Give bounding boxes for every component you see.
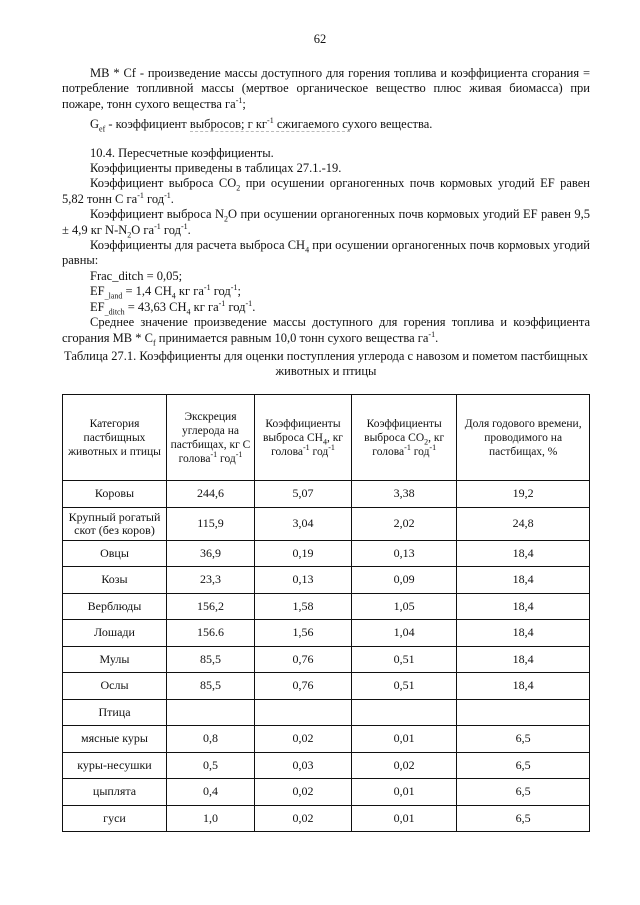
cell-carbon-excretion: 156,2 <box>166 593 254 620</box>
cell-category: Лошади <box>63 620 167 647</box>
cell-category: Птица <box>63 699 167 726</box>
cell-pasture-time-share: 18,4 <box>457 646 590 673</box>
cell-ch4-coefficient: 0,02 <box>254 726 351 753</box>
cell-ch4-coefficient: 1,56 <box>254 620 351 647</box>
table-row <box>63 567 590 594</box>
cell-pasture-time-share: 6,5 <box>457 752 590 779</box>
cell-carbon-excretion <box>166 699 254 726</box>
cell-ch4-coefficient: 0,02 <box>254 805 351 832</box>
cell-co2-coefficient: 1,04 <box>352 620 457 647</box>
paragraph-emission-factor: $G_{ef}$ - коэффициент выбросов; г $кг^{-1}$ сжигаемого сухого вещества. <box>90 116 433 134</box>
table-row <box>63 726 590 753</box>
page-number: 62 <box>313 32 327 46</box>
cell-category: Коровы <box>63 481 167 508</box>
table-row <box>63 540 590 567</box>
cell-category: куры-несушки <box>63 752 167 779</box>
cell-pasture-time-share <box>457 699 590 726</box>
cell-pasture-time-share: 24,8 <box>457 507 590 540</box>
cell-ch4-coefficient: 1,58 <box>254 593 351 620</box>
paragraph-fuel-mass: MB * Cf - произведение массы доступного для горения топлива и коэффициента сгорания = потребление топливной массы (мертвое органическое вещество плюс живая биомасса) при пожаре, тонн сухого вещества $га^{-1}$; <box>62 66 590 111</box>
cell-ch4-coefficient: 0,19 <box>254 540 351 567</box>
table-row <box>63 673 590 700</box>
table-body <box>63 481 590 832</box>
cell-co2-coefficient: 0,13 <box>352 540 457 567</box>
table-row <box>63 752 590 779</box>
cell-carbon-excretion: 0,4 <box>166 779 254 806</box>
cell-category: Крупный рогатый скот (без коров) <box>63 507 167 540</box>
cell-co2-coefficient: 0,51 <box>352 646 457 673</box>
cell-pasture-time-share: 18,4 <box>457 593 590 620</box>
table-row <box>63 620 590 647</box>
cell-category: Козы <box>63 567 167 594</box>
table-caption: Таблица 27.1. Коэффициенты для оценки поступления углерода с навозом и пометом пастбищных животных и птицы <box>64 349 588 378</box>
cell-category: Овцы <box>63 540 167 567</box>
cell-co2-coefficient: 0,01 <box>352 726 457 753</box>
cell-co2-coefficient: 1,05 <box>352 593 457 620</box>
cell-pasture-time-share: 18,4 <box>457 540 590 567</box>
header-pasture-time-share: Доля годового времени, проводимого на пастбищах, % <box>457 395 590 481</box>
cell-carbon-excretion: 36,9 <box>166 540 254 567</box>
cell-ch4-coefficient: 0,02 <box>254 779 351 806</box>
body-text <box>62 66 590 346</box>
cell-category: Ослы <box>63 673 167 700</box>
table-row <box>63 507 590 540</box>
cell-co2-coefficient: 0,51 <box>352 673 457 700</box>
cell-co2-coefficient: 0,01 <box>352 805 457 832</box>
formula-ef-ditch: $EF_{\_ditch} = 43,63$ $CH_4$ кг $га^{-1}$ год$^{-1}$. <box>90 298 256 317</box>
cell-pasture-time-share: 6,5 <box>457 726 590 753</box>
cell-category: Верблюды <box>63 593 167 620</box>
coefficients-table <box>62 394 590 832</box>
cell-pasture-time-share: 6,5 <box>457 779 590 806</box>
formula-frac-ditch: Frac_ditch = 0,05; <box>90 268 183 283</box>
cell-carbon-excretion: 85,5 <box>166 673 254 700</box>
paragraph-tables-reference: Коэффициенты приведены в таблицах 27.1.-19. <box>90 161 342 176</box>
cell-co2-coefficient: 0,09 <box>352 567 457 594</box>
cell-carbon-excretion: 115,9 <box>166 507 254 540</box>
header-category: Категория пастбищных животных и птицы <box>63 395 167 481</box>
cell-category: гуси <box>63 805 167 832</box>
cell-carbon-excretion: 1,0 <box>166 805 254 832</box>
cell-pasture-time-share: 18,4 <box>457 620 590 647</box>
cell-pasture-time-share: 18,4 <box>457 567 590 594</box>
paragraph-n2o-factor: Коэффициент выброса $N_2O$ при осушении органогенных почв кормовых угодий EF равен 9,5 ± 4,9 кг $N-N_2O$ $га^{-1}$ год$^{-1}$. <box>62 207 590 240</box>
cell-ch4-coefficient: 0,76 <box>254 673 351 700</box>
section-heading: 10.4. Пересчетные коэффициенты. <box>90 145 274 160</box>
cell-co2-coefficient <box>352 699 457 726</box>
formula-ef-land: $EF_{\_land} = 1,4$ $CH_4$ кг $га^{-1}$ год$^{-1}$; <box>90 283 241 301</box>
cell-pasture-time-share: 18,4 <box>457 673 590 700</box>
cell-carbon-excretion: 0,8 <box>166 726 254 753</box>
table-row <box>63 779 590 806</box>
cell-ch4-coefficient: 5,07 <box>254 481 351 508</box>
cell-ch4-coefficient: 0,03 <box>254 752 351 779</box>
cell-ch4-coefficient: 0,76 <box>254 646 351 673</box>
cell-category: цыплята <box>63 779 167 806</box>
scan-artifact-line <box>190 131 350 132</box>
cell-ch4-coefficient <box>254 699 351 726</box>
cell-pasture-time-share: 6,5 <box>457 805 590 832</box>
cell-carbon-excretion: 23,3 <box>166 567 254 594</box>
cell-ch4-coefficient: 3,04 <box>254 507 351 540</box>
cell-co2-coefficient: 3,38 <box>352 481 457 508</box>
cell-pasture-time-share: 19,2 <box>457 481 590 508</box>
cell-carbon-excretion: 244,6 <box>166 481 254 508</box>
cell-carbon-excretion: 0,5 <box>166 752 254 779</box>
cell-co2-coefficient: 0,02 <box>352 752 457 779</box>
paragraph-mean-value: Среднее значение произведение массы доступного для горения топлива и коэффициента сгорания MB * $C_f$ принимается равным 10,0 тонн сухого вещества $га^{-1}$. <box>62 315 590 347</box>
table-row <box>63 805 590 832</box>
table-row <box>63 699 590 726</box>
table-header-row <box>63 395 590 481</box>
cell-carbon-excretion: 156.6 <box>166 620 254 647</box>
table-row <box>63 646 590 673</box>
table-row <box>63 481 590 508</box>
cell-category: мясные куры <box>63 726 167 753</box>
cell-co2-coefficient: 2,02 <box>352 507 457 540</box>
cell-ch4-coefficient: 0,13 <box>254 567 351 594</box>
header-ch4-coefficient: Коэффициенты выброса $CH_4$, кг голова$^{-1}$ год$^{-1}$ <box>254 395 351 481</box>
cell-carbon-excretion: 85,5 <box>166 646 254 673</box>
cell-co2-coefficient: 0,01 <box>352 779 457 806</box>
header-carbon-excretion: Экскреция углерода на пастбищах, кг С голова$^{-1}$ год$^{-1}$ <box>166 395 254 481</box>
paragraph-ch4-factors: Коэффициенты для расчета выброса $CH_4$ при осушении органогенных почв кормовых угодий равны: <box>62 238 590 268</box>
paragraph-co2-factor: Коэффициент выброса $CO_2$ при осушении органогенных почв кормовых угодий EF равен 5,82 тонн С $га^{-1}$ год$^{-1}$. <box>62 176 590 206</box>
header-co2-coefficient: Коэффициенты выброса $CO_2$, кг голова$^{-1}$ год$^{-1}$ <box>352 395 457 481</box>
cell-category: Мулы <box>63 646 167 673</box>
table-row <box>63 593 590 620</box>
